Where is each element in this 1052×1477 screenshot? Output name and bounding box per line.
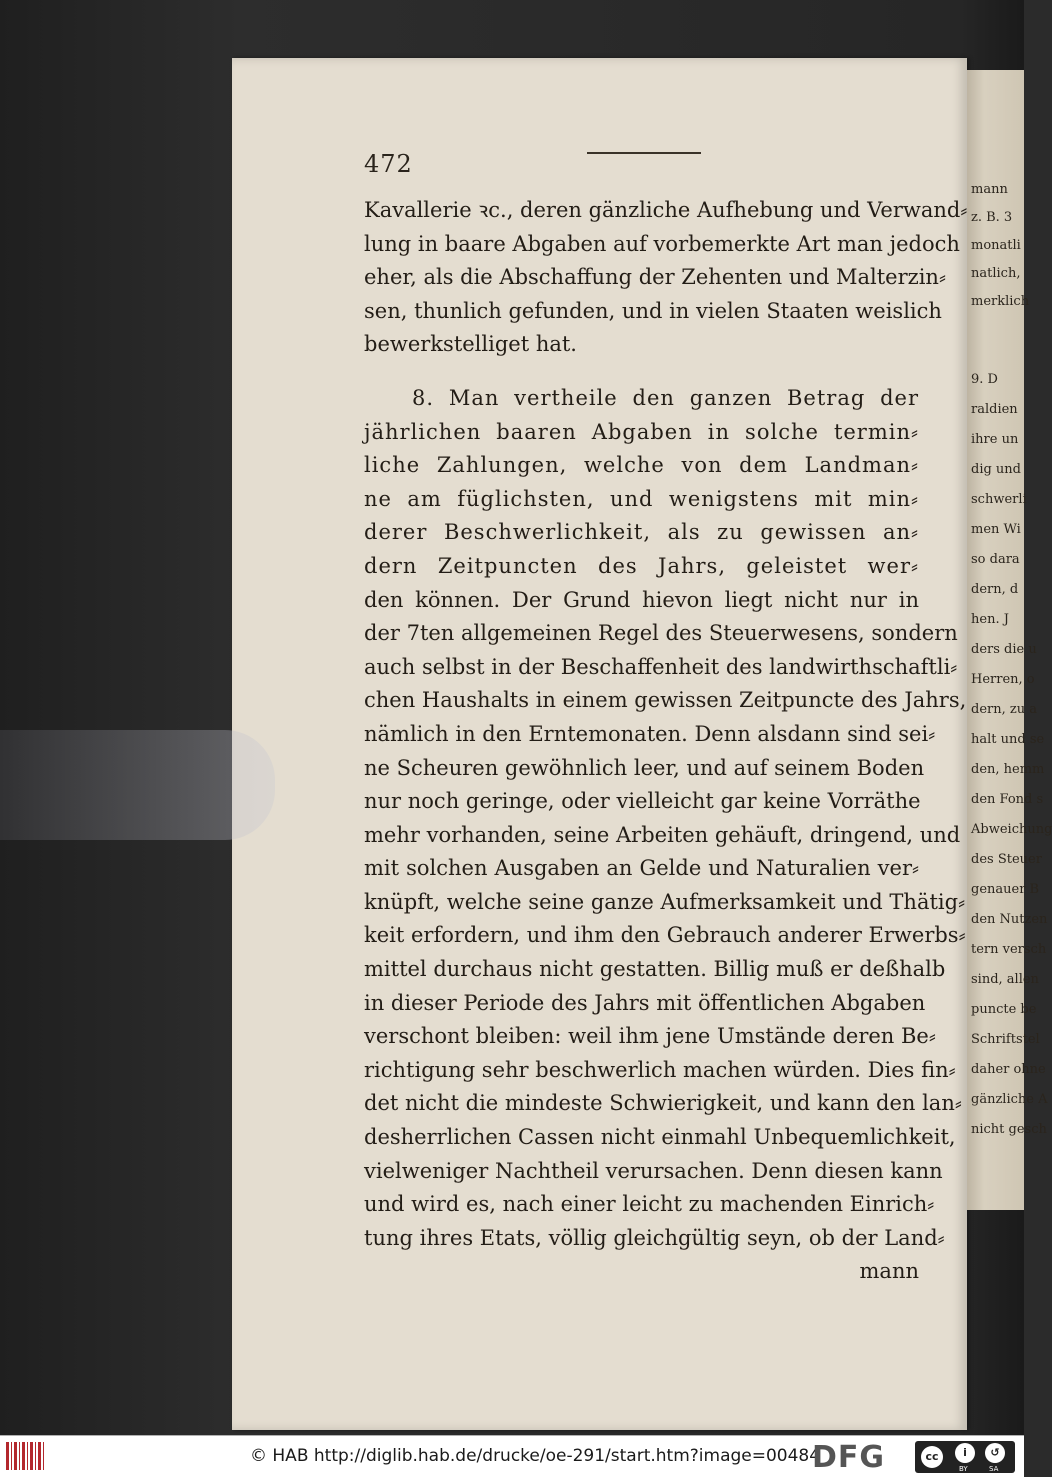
text-line: mittel durchaus nicht gestatten. Billig muß er deßhalb <box>364 957 946 982</box>
text-line: Kavallerie ꝛc., deren gänzliche Aufhebung und Verwand⸗ <box>364 198 968 222</box>
thumb-shadow <box>0 730 275 840</box>
text-line: bewerkstelliget hat. <box>364 332 577 357</box>
cc-by-sa-badge[interactable] <box>915 1441 1015 1473</box>
adjacent-fragment: 9. D <box>971 372 998 387</box>
adjacent-fragment: mann <box>971 182 1008 197</box>
text-line: vielweniger Nachtheil verursachen. Denn diesen kann <box>364 1158 943 1183</box>
catchword: mann <box>859 1259 919 1284</box>
paragraph-gap <box>364 362 919 382</box>
adjacent-fragment: den Fond s <box>971 792 1044 807</box>
sa-icon: ↺ <box>985 1443 1005 1463</box>
dfg-logo: DFG <box>812 1440 886 1475</box>
cc-icon: cc <box>921 1446 943 1468</box>
hab-barcode-icon <box>6 1442 46 1470</box>
adjacent-fragment: halt und se <box>971 732 1045 747</box>
text-line: nämlich in den Erntemonaten. Denn alsdann sind sei⸗ <box>364 721 936 746</box>
by-label: BY <box>959 1465 968 1473</box>
page-body <box>364 194 968 1289</box>
adjacent-fragment: des Steuer <box>971 852 1042 867</box>
adjacent-fragment: dern, zu a <box>971 702 1037 717</box>
text-line: lung in baare Abgaben auf vorbemerkte Art man jedoch <box>364 231 960 256</box>
header-rule <box>587 152 701 154</box>
text-line: verschont bleiben: weil ihm jene Umstände deren Be⸗ <box>364 1024 936 1049</box>
footer-copyright-url[interactable]: © HAB http://diglib.hab.de/drucke/oe-291/start.htm?image=00484 <box>250 1446 821 1466</box>
by-icon: i <box>955 1443 975 1463</box>
text-line: jährlichen baaren Abgaben in solche termin⸗ <box>364 419 919 444</box>
text-line: desherrlichen Cassen nicht einmahl Unbequemlichkeit, <box>364 1125 956 1150</box>
adjacent-fragment: natlich, <box>971 266 1021 281</box>
text-line: sen, thunlich gefunden, und in vielen Staaten weislich <box>364 298 942 323</box>
adjacent-fragment: so dara <box>971 552 1020 567</box>
text-line: dern Zeitpuncten des Jahrs, geleistet wer⸗ <box>364 553 919 578</box>
text-line: nur noch geringe, oder vielleicht gar keine Vorräthe <box>364 789 921 814</box>
adjacent-fragment: z. B. 3 <box>971 210 1013 225</box>
text-line: der 7ten allgemeinen Regel des Steuerwesens, sondern <box>364 621 958 646</box>
adjacent-fragment: men Wi <box>971 522 1021 537</box>
text-line: ne Scheuren gewöhnlich leer, und auf seinem Boden <box>364 755 925 780</box>
text-line: knüpft, welche seine ganze Aufmerksamkeit und Thätig⸗ <box>364 889 966 914</box>
adjacent-fragment: den, hemm <box>971 762 1045 777</box>
text-line: eher, als die Abschaffung der Zehenten und Malterzin⸗ <box>364 265 946 290</box>
text-line: den können. Der Grund hievon liegt nicht nur in <box>364 587 919 612</box>
adjacent-page <box>967 70 1052 1210</box>
text-line: derer Beschwerlichkeit, als zu gewissen an⸗ <box>364 520 919 545</box>
adjacent-fragment: Herren, o <box>971 672 1035 687</box>
text-line: det nicht die mindeste Schwierigkeit, und kann den lan⸗ <box>364 1091 962 1116</box>
adjacent-fragment: schwerli <box>971 492 1027 507</box>
adjacent-fragment: ders die u <box>971 642 1037 657</box>
adjacent-fragment: tern versch <box>971 942 1047 957</box>
adjacent-fragment: dig und <box>971 462 1022 477</box>
text-line: keit erfordern, und ihm den Gebrauch anderer Erwerbs⸗ <box>364 923 966 948</box>
text-line: in dieser Periode des Jahrs mit öffentlichen Abgaben <box>364 990 926 1015</box>
adjacent-fragment: raldien <box>971 402 1018 417</box>
adjacent-fragment: puncte be <box>971 1002 1037 1017</box>
footer-bar <box>0 1435 1024 1477</box>
adjacent-fragment: gänzliche A <box>971 1092 1048 1107</box>
text-line: mit solchen Ausgaben an Gelde und Naturalien ver⸗ <box>364 856 919 881</box>
text-line: mehr vorhanden, seine Arbeiten gehäuft, dringend, und <box>364 822 961 847</box>
adjacent-fragment: merklich <box>971 294 1030 309</box>
adjacent-fragment: daher ohne <box>971 1062 1046 1077</box>
book-page <box>232 58 967 1430</box>
adjacent-fragment: Schriftstel <box>971 1032 1040 1047</box>
text-line: ne am füglichsten, und wenigstens mit min⸗ <box>364 486 919 511</box>
text-line: richtigung sehr beschwerlich machen würden. Dies fin⸗ <box>364 1057 956 1082</box>
text-line: liche Zahlungen, welche von dem Landman⸗ <box>364 453 919 478</box>
text-line: chen Haushalts in einem gewissen Zeitpuncte des Jahrs, <box>364 688 967 713</box>
adjacent-fragment: sind, allen <box>971 972 1039 987</box>
text-line: und wird es, nach einer leicht zu machenden Einrich⸗ <box>364 1192 935 1217</box>
adjacent-fragment: ihre un <box>971 432 1019 447</box>
adjacent-fragment: hen. J <box>971 612 1009 627</box>
adjacent-fragment: den Nutzen <box>971 912 1048 927</box>
adjacent-fragment: genauer B <box>971 882 1040 897</box>
adjacent-fragment: monatli <box>971 238 1021 253</box>
sa-label: SA <box>989 1465 999 1473</box>
text-line: tung ihres Etats, völlig gleichgültig seyn, ob der Land⸗ <box>364 1225 945 1250</box>
adjacent-fragment: dern, d <box>971 582 1019 597</box>
adjacent-fragment: nicht gesch <box>971 1122 1047 1137</box>
page-number: 472 <box>364 150 413 178</box>
text-line: auch selbst in der Beschaffenheit des landwirthschaftli⸗ <box>364 654 958 679</box>
text-line: 8. Man vertheile den ganzen Betrag der <box>412 385 919 410</box>
adjacent-fragment: Abweichung <box>971 822 1052 837</box>
